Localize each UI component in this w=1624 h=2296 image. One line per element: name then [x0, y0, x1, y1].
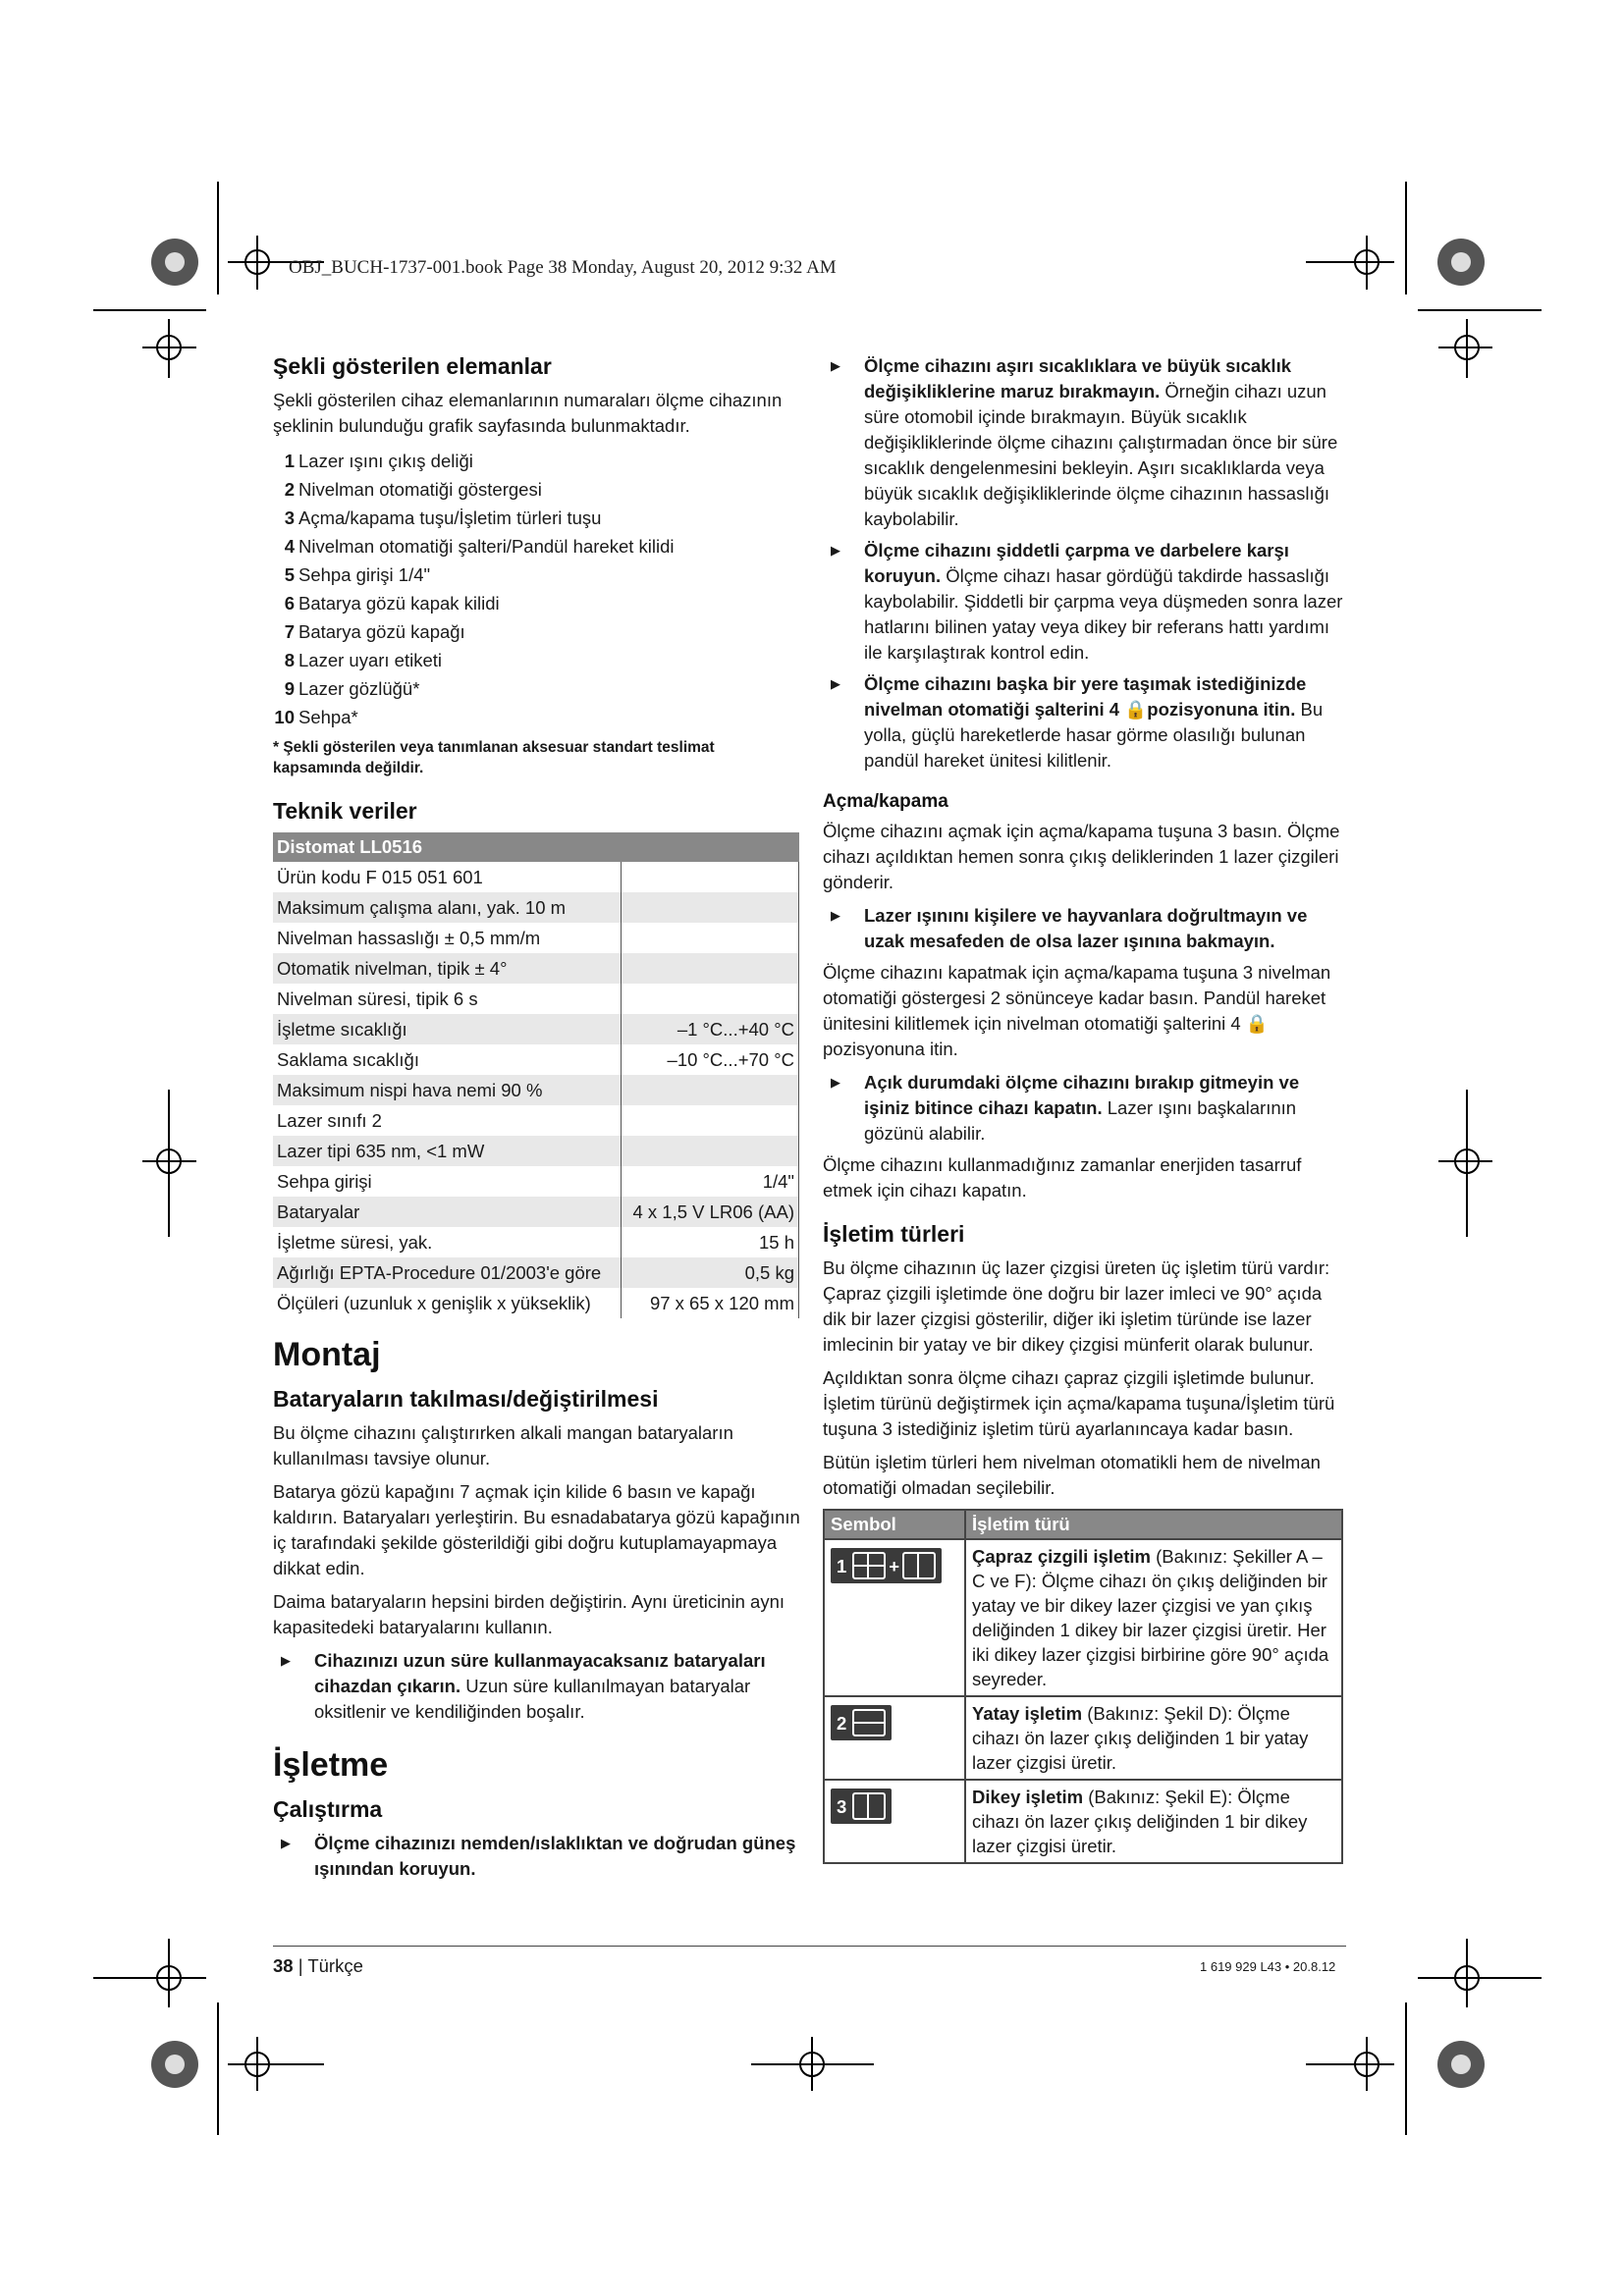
tech-row [273, 1227, 799, 1257]
tech-row [273, 953, 799, 984]
tech-row [273, 1136, 799, 1166]
tech-title: Teknik veriler [273, 798, 417, 824]
mode-name: Yatay işletim [972, 1703, 1083, 1724]
footer-page: 38 | Türkçe [273, 1955, 363, 1976]
mode-row [824, 1780, 1342, 1863]
tech-value [621, 892, 798, 923]
component-item [273, 617, 803, 646]
tech-table [273, 832, 799, 1318]
acma-p2 [823, 960, 1348, 1062]
component-item [273, 703, 803, 731]
temp-warning-rest: Örneğin cihazı uzun süre otomobil içinde bırakmayın. Büyük sıcaklık değişikliklerinde ölçme cihazını çalıştırmadan önce bir süre sıcaklık dengelenmesini bekleyin. Aşırı sıcaklıklarda veya büyük sıcaklık değişikliklerinde ölçme cihazının hassaslığı kaybolabilir. [864, 381, 1338, 529]
mode-symbol [824, 1539, 965, 1696]
mode-number: 3 [837, 1795, 847, 1817]
tech-row [273, 1105, 799, 1136]
transport-warning [823, 671, 1348, 774]
battery-warning [273, 1648, 803, 1725]
page-number: 38 [273, 1955, 294, 1976]
component-label: Lazer ışını çıkış deliği [298, 451, 473, 471]
tech-value [621, 1105, 798, 1136]
modes-p3: Bütün işletim türleri hem nivelman otomatikli hem de nivelman otomatiği olmadan seçilebilir. [823, 1452, 1321, 1498]
mode-number: 2 [837, 1712, 847, 1734]
tech-label: Nivelman süresi, tipik 6 s [273, 984, 621, 1014]
tech-value: 15 h [621, 1227, 798, 1257]
tech-label: Lazer sınıfı 2 [273, 1105, 621, 1136]
isletme-title: İşletme [273, 1746, 389, 1784]
acma-title: Açma/kapama [823, 791, 948, 812]
component-label: Lazer uyarı etiketi [298, 650, 443, 670]
tech-label: Ölçüleri (uzunluk x genişlik x yükseklik) [273, 1288, 621, 1318]
component-number: 2 [284, 479, 295, 500]
tech-label: Lazer tipi 635 nm, <1 mW [273, 1136, 621, 1166]
components-title: Şekli gösterilen elemanlar [273, 353, 552, 379]
acma-p3: Ölçme cihazını kullanmadığınız zamanlar enerjiden tasarruf etmek için cihazı kapatın. [823, 1154, 1302, 1201]
tech-value: 4 x 1,5 V LR06 (AA) [621, 1197, 798, 1227]
component-label: Nivelman otomatiği şalteri/Pandül hareket kilidi [298, 536, 675, 557]
lock-icon: 🔒 [1124, 699, 1148, 720]
component-item [273, 561, 803, 589]
footer-rule [273, 1946, 1346, 1947]
mode-name: Çapraz çizgili işletim [972, 1546, 1151, 1567]
tech-row [273, 1014, 799, 1044]
laser-warning: ▶ Lazer ışınını kişilere ve hayvanlara doğrultmayın ve uzak mesafeden de olsa lazer ışınına bakmayın. [823, 903, 1348, 954]
transport-warning-bold-b: pozisyonuna itin. [1147, 699, 1296, 720]
tech-value: –1 °C...+40 °C [621, 1014, 798, 1044]
tech-row [273, 1044, 799, 1075]
component-number: 6 [284, 593, 295, 614]
mode-description [965, 1696, 1342, 1780]
mode-symbol-icon: 1 + [831, 1548, 942, 1583]
tech-row [273, 1257, 799, 1288]
component-number: 1 [284, 451, 295, 471]
battery-warning-rest: Uzun süre kullanılmayan bataryalar oksitlenir ve kendiliğinden boşalır. [314, 1676, 751, 1722]
tech-table-header: Distomat LL0516 [273, 832, 799, 862]
transport-warning-rest: Bu yolla, güçlü hareketlerde hasar görme olasılığı bulunan pandül hareket ünitesi kilitlenir. [864, 699, 1324, 771]
component-number: 9 [284, 678, 295, 699]
lock-icon: 🔒 [1245, 1013, 1269, 1034]
component-item [273, 532, 803, 561]
component-item [273, 504, 803, 532]
acma-p2-a: Ölçme cihazını kapatmak için açma/kapama tuşuna 3 nivelman otomatiği göstergesi 2 sönünceye kadar basın. Pandül hareket ünitesini kilitlemek için nivelman otomatiği şalterini 4 [823, 962, 1331, 1034]
tech-row [273, 923, 799, 953]
tech-label: İşletme süresi, yak. [273, 1227, 621, 1257]
temp-warning [823, 353, 1348, 532]
modes-p2: Açıldıktan sonra ölçme cihazı çapraz çizgili işletimde bulunur. İşletim türünü değiştirmek için açma/kapama tuşuna/İşletim türü tuşuna 3 istediğiniz işletim türü ayarlanıncaya kadar basın. [823, 1367, 1335, 1439]
tech-row [273, 1075, 799, 1105]
component-number: 7 [284, 621, 295, 642]
tech-label: Ürün kodu F 015 051 601 [273, 862, 621, 892]
tech-value: 1/4" [621, 1166, 798, 1197]
leave-warning-rest: Lazer ışını başkalarının gözünü alabilir. [864, 1097, 1297, 1144]
tech-label: İşletme sıcaklığı [273, 1014, 621, 1044]
component-item [273, 589, 803, 617]
modes-header-symbol: Sembol [824, 1510, 965, 1539]
tech-label: Sehpa girişi [273, 1166, 621, 1197]
tech-row [273, 1288, 799, 1318]
impact-warning-rest: Ölçme cihazı hasar gördüğü takdirde hassaslığı kaybolabilir. Şiddetli bir çarpma veya düşmeden sonra lazer hatlarını bilinen yatay veya dikey bir referans hattı yardımı ile karşılaştırak kontrol edin. [864, 565, 1343, 663]
component-label: Nivelman otomatiği göstergesi [298, 479, 542, 500]
mode-description [965, 1780, 1342, 1863]
protect-warning: ▶ Ölçme cihazınızı nemden/ıslaklıktan ve doğrudan güneş ışınından koruyun. [273, 1831, 803, 1882]
battery-p2: Batarya gözü kapağını 7 açmak için kilide 6 basın ve kapağı kaldırın. Bataryaları yerleştirin. Bu esnadabatarya gözü kapağının iç tarafındaki şekilde gösterildiği gibi doğru kutuplamayapmaya dikkat edin. [273, 1481, 800, 1578]
montaj-title: Montaj [273, 1336, 381, 1373]
mode-description [965, 1539, 1342, 1696]
tech-label: Maksimum nispi hava nemi 90 % [273, 1075, 621, 1105]
temp-warning-bold: Ölçme cihazını aşırı sıcaklıklara ve büyük sıcaklık değişikliklerine maruz bırakmayın. [864, 355, 1292, 401]
component-number: 10 [274, 707, 295, 727]
battery-warning-bold: Cihazınızı uzun süre kullanmayacaksanız bataryaları cihazdan çıkarın. [314, 1650, 766, 1696]
mode-symbol [824, 1696, 965, 1780]
impact-warning-bold: Ölçme cihazını şiddetli çarpma ve darbelere karşı koruyun. [864, 540, 1289, 586]
component-label: Açma/kapama tuşu/İşletim türleri tuşu [298, 507, 602, 528]
tech-row [273, 1166, 799, 1197]
mode-symbol-icon [831, 1789, 892, 1824]
component-label: Sehpa* [298, 707, 358, 727]
battery-p1: Bu ölçme cihazını çalıştırırken alkali mangan bataryaların kullanılması tavsiye olunur. [273, 1422, 733, 1468]
modes-table [823, 1509, 1343, 1864]
mode-detail: (Bakınız: Şekil D): Ölçme cihazı ön lazer çıkış deliğinden 1 bir yatay lazer çizgisi üretir. [972, 1703, 1309, 1773]
components-intro: Şekli gösterilen cihaz elemanlarının numaraları ölçme cihazının şeklinin bulunduğu grafik sayfasında bulunmaktadır. [273, 390, 783, 436]
component-label: Sehpa girişi 1/4" [298, 564, 431, 585]
acma-p2-b: pozisyonuna itin. [823, 1039, 958, 1059]
component-number: 3 [284, 507, 295, 528]
tech-value [621, 923, 798, 953]
right-column [823, 353, 1348, 1864]
mode-symbol [824, 1780, 965, 1863]
tech-value [621, 953, 798, 984]
leave-warning [823, 1070, 1348, 1147]
tech-row [273, 862, 799, 892]
tech-row [273, 1197, 799, 1227]
calistirma-title: Çalıştırma [273, 1796, 383, 1822]
leave-warning-bold: Açık durumdaki ölçme cihazını bırakıp gitmeyin ve işiniz bitince cihazı kapatın. [864, 1072, 1300, 1118]
component-label: Batarya gözü kapağı [298, 621, 465, 642]
mode-symbol-icon [831, 1705, 892, 1740]
mode-name: Dikey işletim [972, 1787, 1084, 1807]
left-column [273, 353, 803, 1888]
component-item [273, 475, 803, 504]
mode-row [824, 1696, 1342, 1780]
battery-p3: Daima bataryaların hepsini birden değiştirin. Aynı üreticinin aynı kapasitedeki bataryalarını kullanın. [273, 1591, 785, 1637]
component-label: Lazer gözlüğü* [298, 678, 420, 699]
page-language: Türkçe [307, 1955, 363, 1976]
tech-value: –10 °C...+70 °C [621, 1044, 798, 1075]
battery-title: Bataryaların takılması/değiştirilmesi [273, 1386, 659, 1412]
tech-value: 0,5 kg [621, 1257, 798, 1288]
tech-row [273, 984, 799, 1014]
tech-value: 97 x 65 x 120 mm [621, 1288, 798, 1318]
component-number: 4 [284, 536, 295, 557]
components-list [273, 447, 803, 731]
mode-detail: (Bakınız: Şekiller A – C ve F): Ölçme cihazı ön çıkış deliğinden bir yatay ve bir dikey lazer çizgisi ve yan çıkış deliğinden 1 dikey bir lazer çizgisi üretir. Her iki dikey lazer çizgisi birbirine göre 90° açıda seyreder. [972, 1546, 1329, 1689]
tech-value [621, 862, 798, 892]
tech-row [273, 892, 799, 923]
component-label: Batarya gözü kapak kilidi [298, 593, 500, 614]
component-item [273, 447, 803, 475]
acma-p1: Ölçme cihazını açmak için açma/kapama tuşuna 3 basın. Ölçme cihazı açıldıktan hemen sonra çıkış deliklerinden 1 lazer çizgileri gönderir. [823, 821, 1340, 892]
tech-value [621, 984, 798, 1014]
component-number: 5 [284, 564, 295, 585]
mode-row [824, 1539, 1342, 1696]
modes-header-mode: İşletim türü [965, 1510, 1342, 1539]
mode-number: 1 [837, 1555, 847, 1576]
component-item [273, 674, 803, 703]
tech-value [621, 1075, 798, 1105]
footer-code: 1 619 929 L43 • 20.8.12 [1200, 1959, 1336, 1974]
tech-label: Maksimum çalışma alanı, yak. 10 m [273, 892, 621, 923]
accessory-note: * Şekli gösterilen veya tanımlanan aksesuar standart teslimat kapsamında değildir. [273, 739, 715, 776]
component-number: 8 [284, 650, 295, 670]
tech-label: Otomatik nivelman, tipik ± 4° [273, 953, 621, 984]
transport-warning-bold-a: Ölçme cihazını başka bir yere taşımak istediğinizde nivelman otomatiği şalterini 4 [864, 673, 1307, 720]
file-info: OBJ_BUCH-1737-001.book Page 38 Monday, August 20, 2012 9:32 AM [289, 257, 837, 278]
component-item [273, 646, 803, 674]
modes-p1: Bu ölçme cihazının üç lazer çizgisi üreten üç işletim türü vardır: Çapraz çizgili işletimde öne doğru bir lazer imleci ve 90° açıda dik bir lazer çizgisi gösterilir, diğer iki işletim türünde ise lazer imlecinin bir yatay ve bir dikey çizgisi münferit olarak bulunur. [823, 1257, 1330, 1355]
modes-title: İşletim türleri [823, 1221, 965, 1247]
impact-warning [823, 538, 1348, 666]
tech-label: Nivelman hassaslığı ± 0,5 mm/m [273, 923, 621, 953]
tech-value [621, 1136, 798, 1166]
mode-detail: (Bakınız: Şekil E): Ölçme cihazı ön lazer çıkış deliğinden 1 bir dikey lazer çizgisi üretir. [972, 1787, 1308, 1856]
tech-label: Bataryalar [273, 1197, 621, 1227]
tech-label: Ağırlığı EPTA-Procedure 01/2003'e göre [273, 1257, 621, 1288]
tech-label: Saklama sıcaklığı [273, 1044, 621, 1075]
